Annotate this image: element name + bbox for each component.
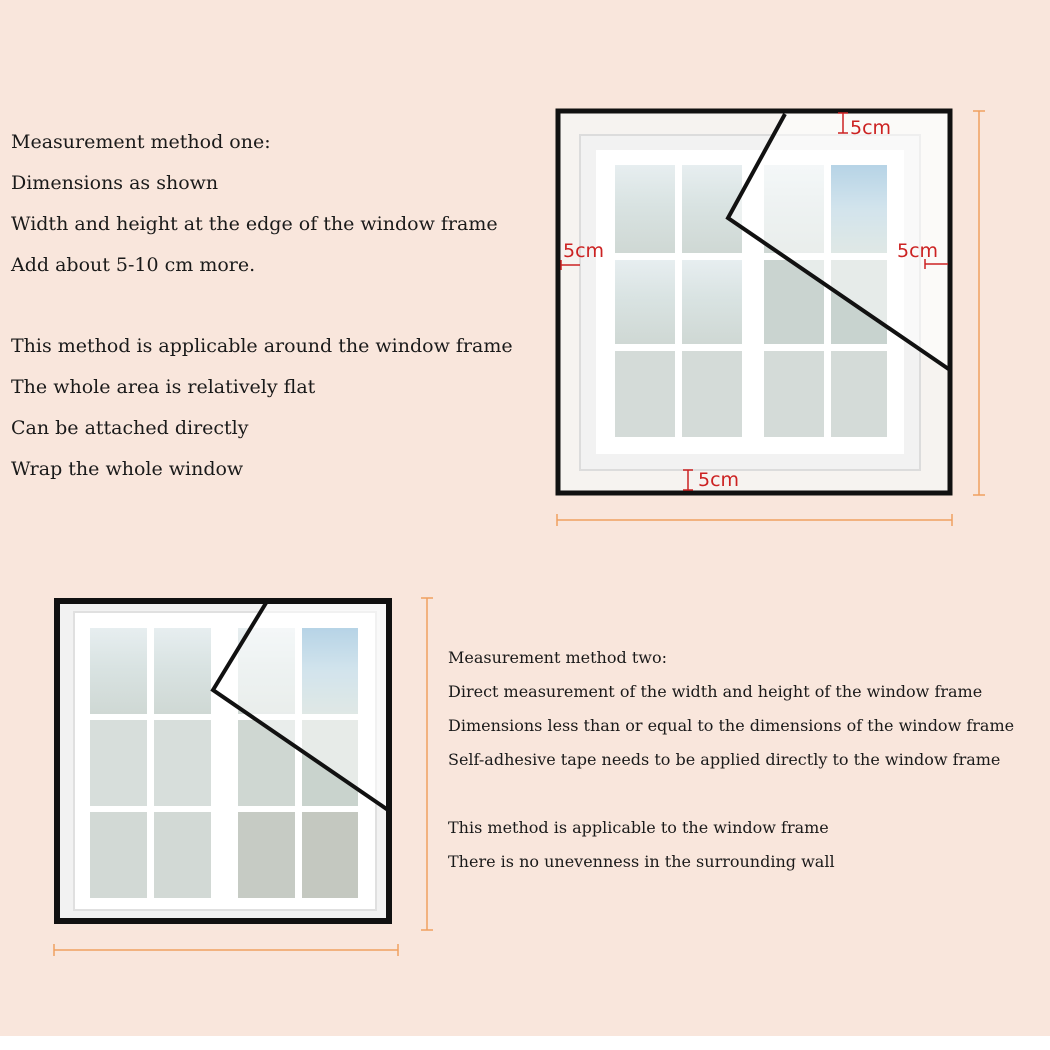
- top-5cm-label: 5cm: [850, 117, 892, 139]
- bottom-5cm-label: 5cm: [698, 469, 740, 491]
- right-5cm-label: 5cm: [897, 240, 939, 262]
- method-one-line: The whole area is relatively flat: [11, 376, 316, 398]
- method-two-line: Dimensions less than or equal to the dimensions of the window frame: [448, 716, 1015, 735]
- method-one-line: Can be attached directly: [11, 417, 249, 439]
- method-one-line: Add about 5-10 cm more.: [11, 254, 256, 276]
- method-one-line: Dimensions as shown: [11, 172, 219, 194]
- method-one-line: This method is applicable around the window frame: [11, 335, 513, 357]
- window-illustration-two: [55, 600, 391, 922]
- method-one-title: Measurement method one:: [11, 131, 271, 153]
- width-dimension-line-two: [54, 944, 398, 956]
- method-two-line: Self-adhesive tape needs to be applied directly to the window frame: [448, 750, 1001, 769]
- left-5cm-label: 5cm: [563, 240, 605, 262]
- method-two-title: Measurement method two:: [448, 648, 667, 667]
- method-two-line: This method is applicable to the window frame: [448, 818, 829, 837]
- method-one-line: Wrap the whole window: [11, 458, 244, 480]
- method-two-line: There is no unevenness in the surrounding wall: [448, 852, 835, 871]
- height-dimension-line-two: [421, 598, 433, 930]
- method-two-line: Direct measurement of the width and height of the window frame: [448, 682, 983, 701]
- height-dimension-line: [973, 111, 985, 495]
- method-one-line: Width and height at the edge of the window frame: [11, 213, 498, 235]
- width-dimension-line: [557, 514, 952, 526]
